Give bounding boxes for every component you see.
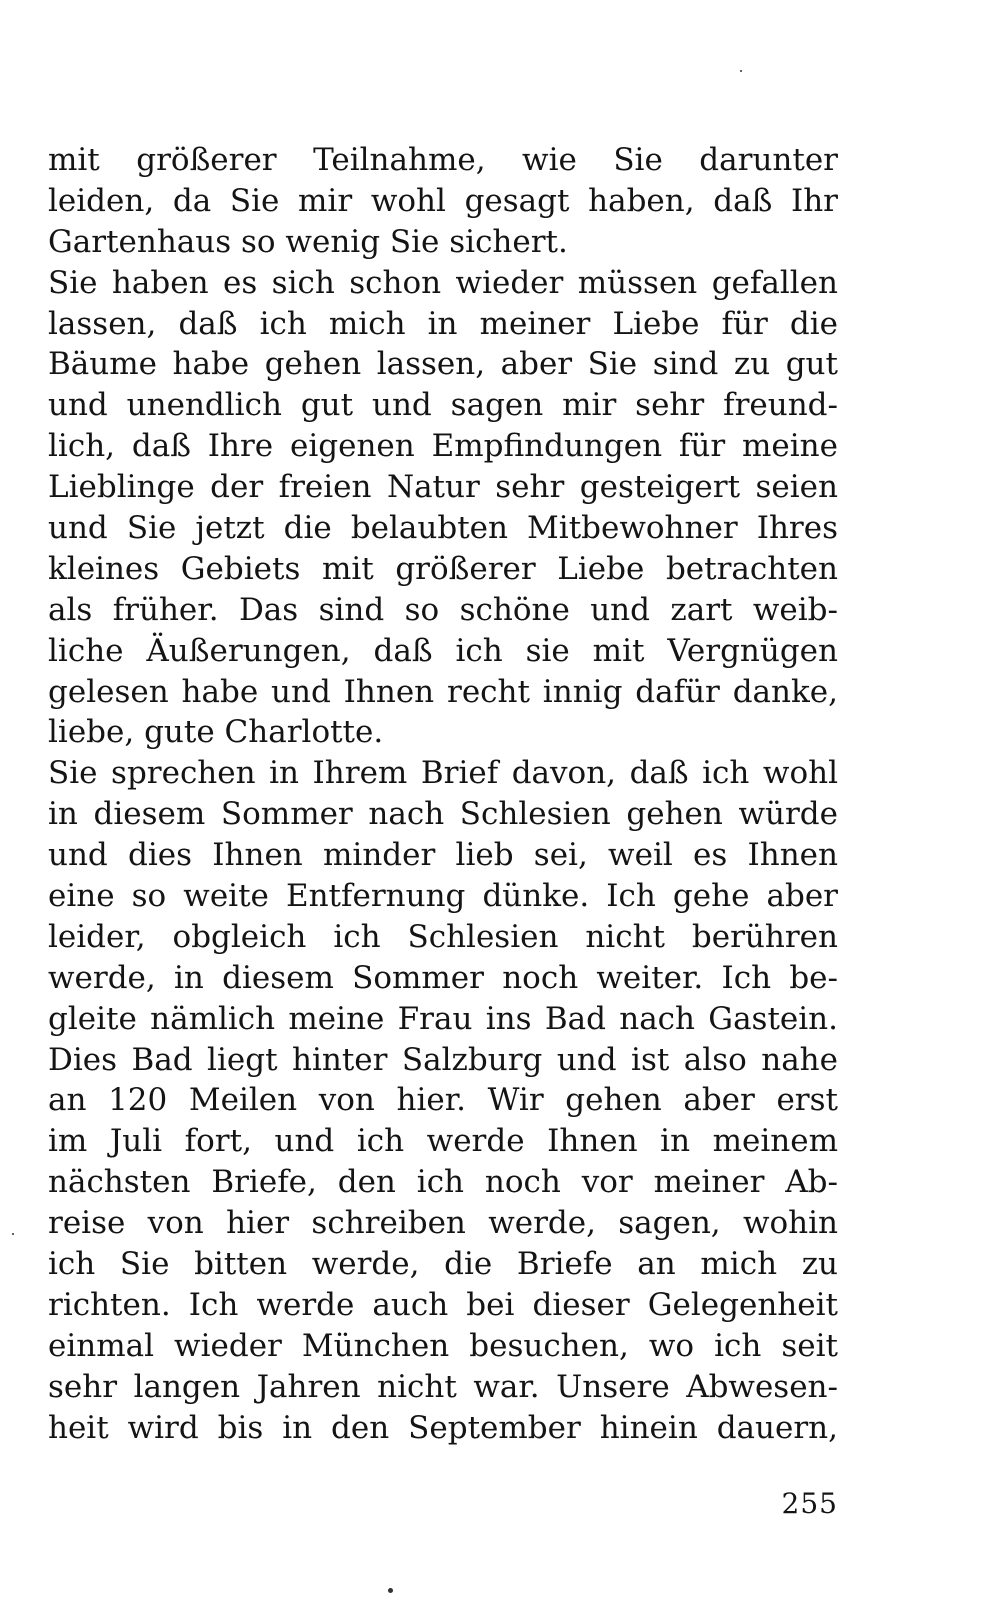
scan-speck [740,70,742,72]
text-line: lassen, daß ich mich in meiner Liebe für die [48,305,838,342]
text-line: sehr langen Jahren nicht war. Unsere Abwesen- [48,1368,838,1405]
text-line: ich Sie bitten werde, die Briefe an mich zu [48,1246,838,1283]
text-line: gleite nämlich meine Frau ins Bad nach Gastein. [48,1000,838,1037]
text-line: einmal wieder München besuchen, wo ich seit [48,1327,838,1364]
text-line: als früher. Das sind so schöne und zart weib- [48,591,838,628]
text-line: eine so weite Entfernung dünke. Ich gehe aber [48,878,838,915]
text-line: kleines Gebiets mit größerer Liebe betrachten [48,550,838,587]
text-line: Dies Bad liegt hinter Salzburg und ist also nahe [48,1041,838,1078]
text-line: Gartenhaus so wenig Sie sichert. [48,223,568,260]
text-line: mit größerer Teilnahme, wie Sie darunter [48,142,838,178]
text-line: Sie haben es sich schon wieder müssen gefallen [48,264,838,301]
text-line: richten. Ich werde auch bei dieser Gelegenheit [48,1286,838,1323]
text-line: nächsten Briefe, den ich noch vor meiner Ab- [48,1164,838,1201]
page-number: 255 [781,1487,838,1520]
scan-speck [12,1233,14,1235]
text-line: und unendlich gut und sagen mir sehr freund- [48,387,838,424]
text-line: werde, in diesem Sommer noch weiter. Ich be- [48,959,838,996]
text-line: liche Äußerungen, daß ich sie mit Vergnügen [48,632,838,669]
text-line: gelesen habe und Ihnen recht innig dafür danke, [48,673,838,710]
text-line: reise von hier schreiben werde, sagen, wohin [48,1205,838,1242]
text-line: lich, daß Ihre eigenen Empfindungen für meine [48,428,838,465]
text-line: Bäume habe gehen lassen, aber Sie sind zu gut [48,346,838,383]
text-line: in diesem Sommer nach Schlesien gehen würde [48,796,838,833]
text-line: und dies Ihnen minder lieb sei, weil es Ihnen [48,837,838,874]
body-text [48,140,838,1449]
text-line: Sie sprechen in Ihrem Brief davon, daß ich wohl [48,755,838,792]
text-line: leider, obgleich ich Schlesien nicht berühren [48,918,838,955]
text-line: an 120 Meilen von hier. Wir gehen aber erst [48,1082,838,1119]
text-line: im Juli fort, und ich werde Ihnen in meinem [48,1123,838,1160]
text-line: und Sie jetzt die belaubten Mitbewohner Ihres [48,510,838,547]
text-line: leiden, da Sie mir wohl gesagt haben, daß Ihr [48,182,838,219]
text-line: Lieblinge der freien Natur sehr gesteigert seien [48,469,838,506]
text-line: liebe, gute Charlotte. [48,714,384,751]
scan-speck [388,1588,393,1593]
text-line: heit wird bis in den September hinein dauern, [48,1409,838,1446]
